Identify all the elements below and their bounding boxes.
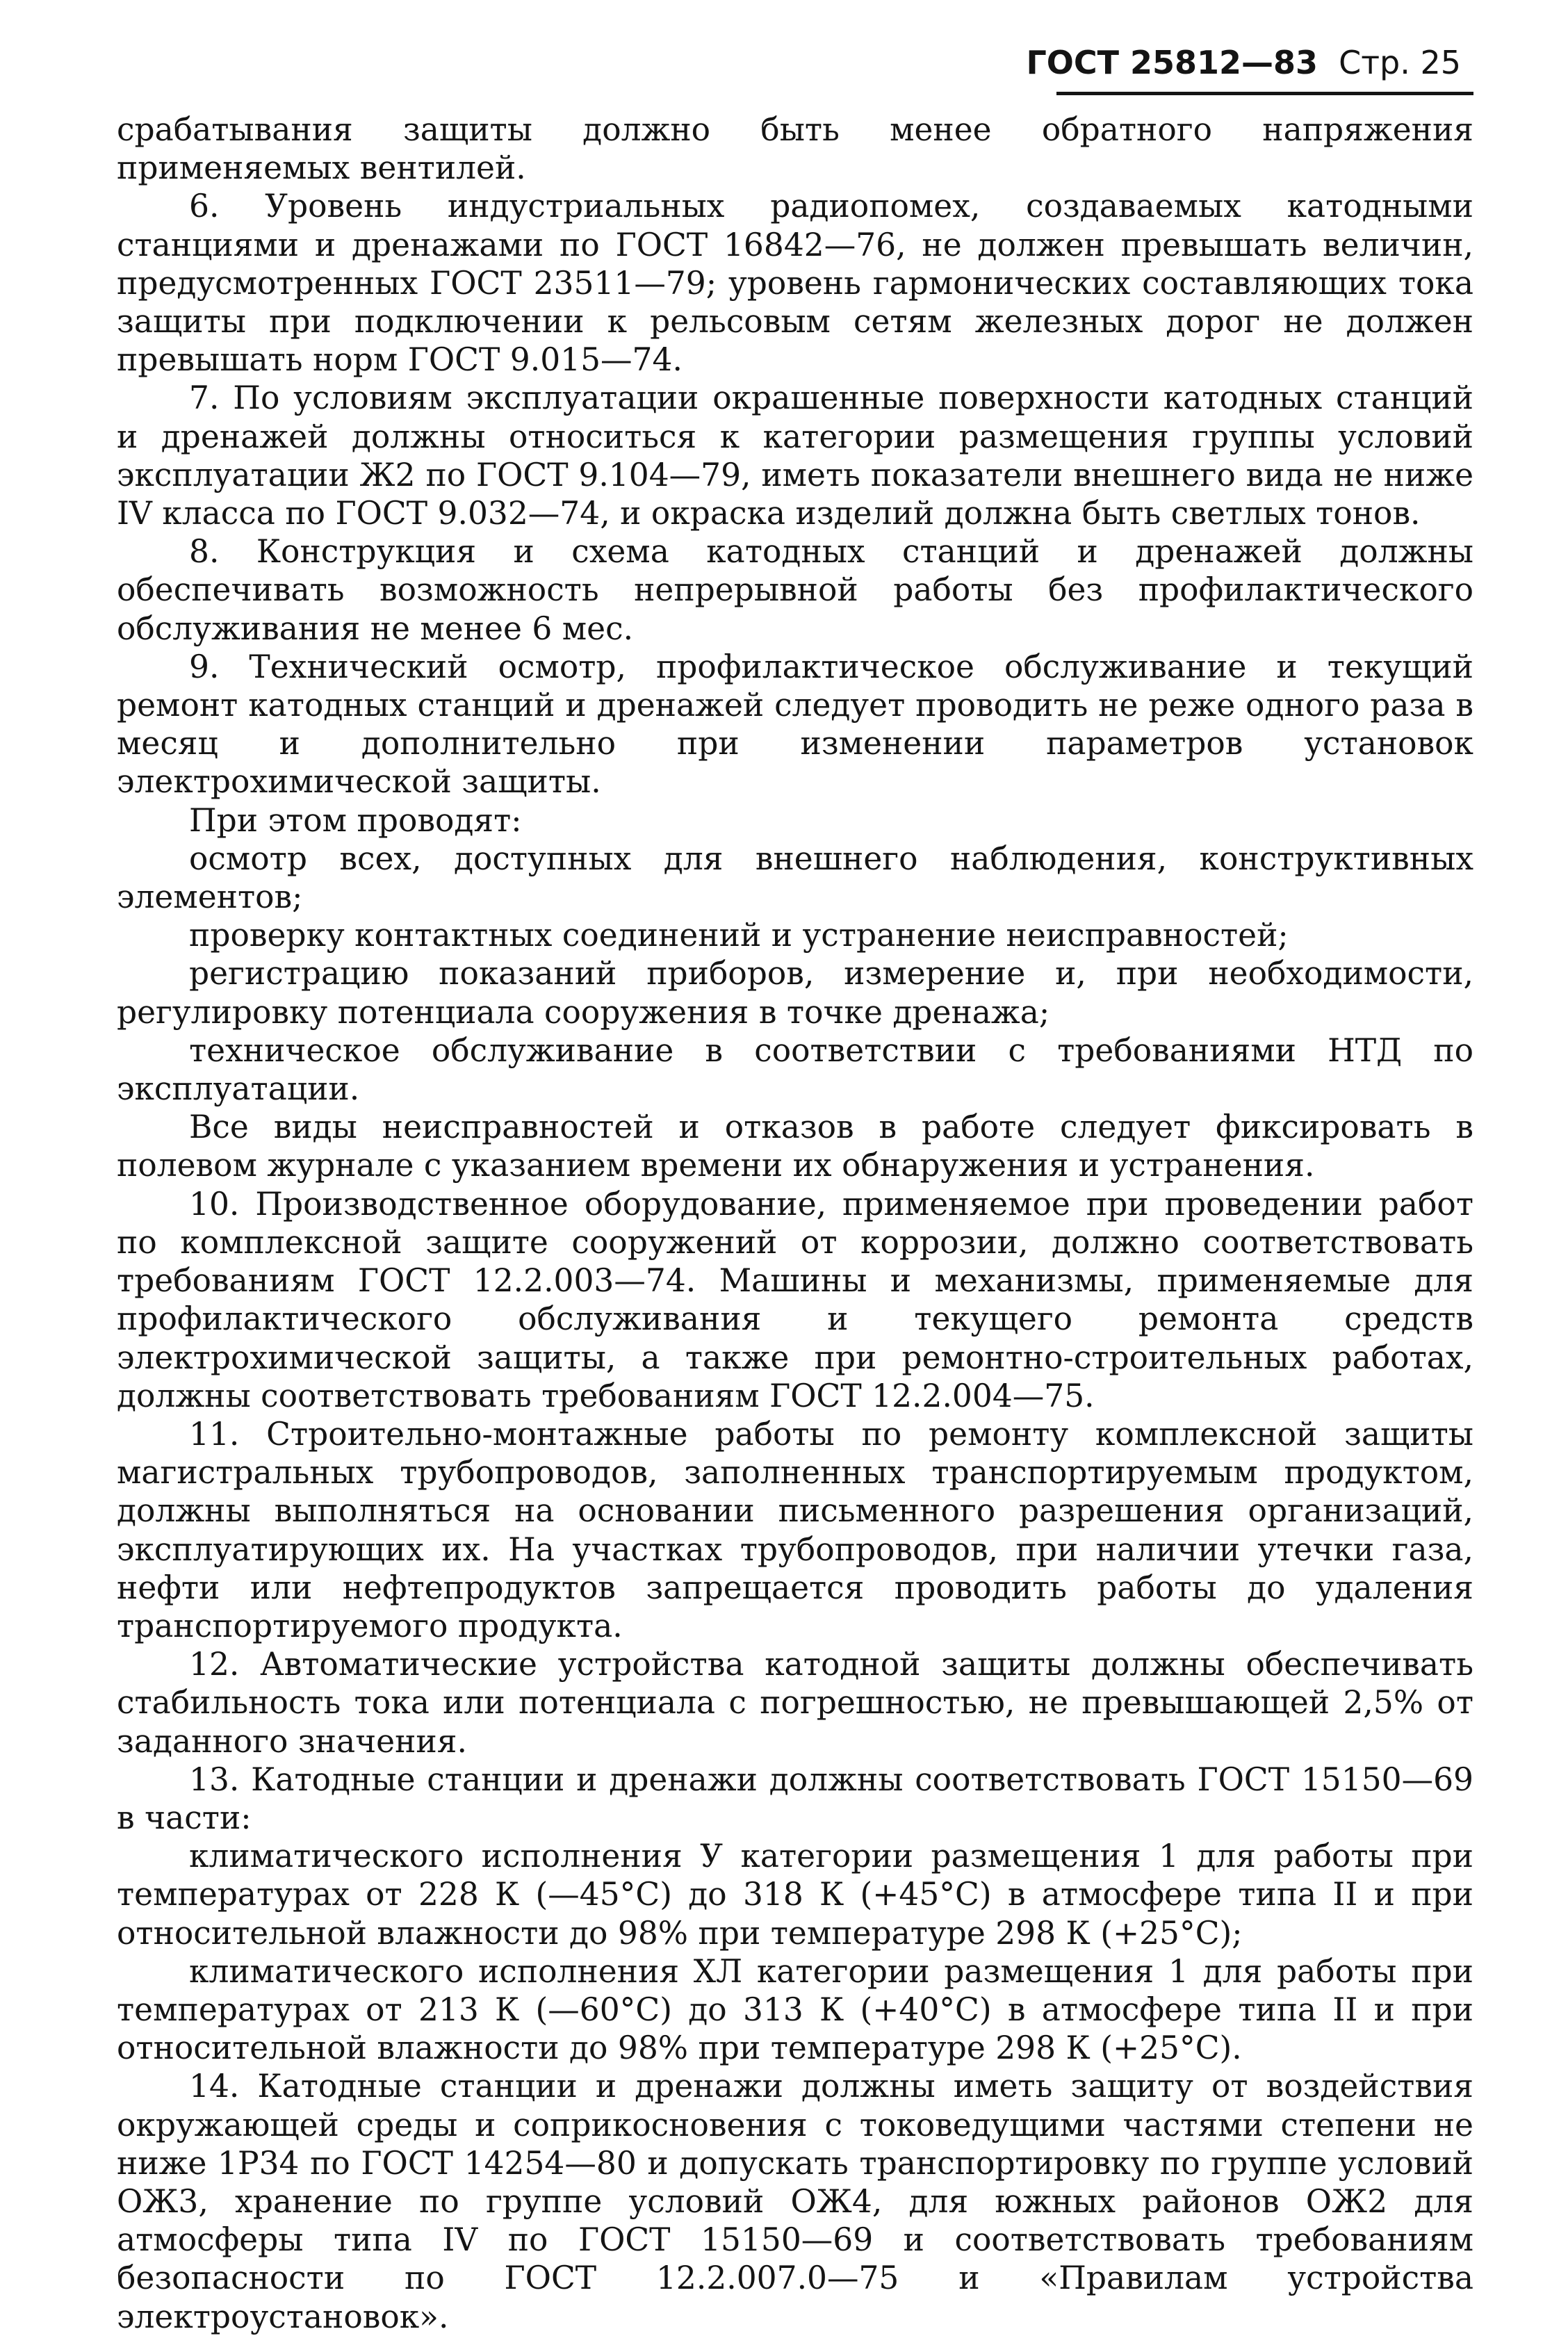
paragraph-13-item-1: климатического исполнения У категории размещения 1 для работы при температурах от 228 К (—45°С) до 318 К (+45°С) в атмосфере типа II и при относительной влажности до 98% при температуре 298 К (+25°С);	[117, 1838, 1473, 1952]
document-page	[117, 42, 1473, 2336]
paragraph-9-intro: При этом проводят:	[189, 801, 522, 839]
page-header	[117, 42, 1473, 83]
paragraph-9: 9. Технический осмотр, профилактическое обслуживание и текущий ремонт катодных станций и дренажей следует проводить не реже одного раза в месяц и дополнительно при изменении параметров установок электрохимической защиты.	[117, 648, 1473, 801]
paragraph-6: 6. Уровень индустриальных радиопомех, создаваемых катодными станциями и дренажами по ГОСТ 16842—76, не должен превышать величин, предусмотренных ГОСТ 23511—79; уровень гармонических составляющих тока защиты при подключении к рельсовым сетям железных дорог не должен превышать норм ГОСТ 9.015—74.	[117, 188, 1473, 379]
paragraph-10: 10. Производственное оборудование, применяемое при проведении работ по комплексной защите сооружений от коррозии, должно соответствовать требованиям ГОСТ 12.2.003—74. Машины и механизмы, применяемые для профилактического обслуживания и текущего ремонта средств электрохимической защиты, а также при ремонтно-строительных работах, должны соответствовать требованиям ГОСТ 12.2.004—75.	[117, 1185, 1473, 1414]
paragraph-13: 13. Катодные станции и дренажи должны соответствовать ГОСТ 15150—69 в части:	[117, 1761, 1473, 1836]
paragraph-continuation: срабатывания защиты должно быть менее обратного напряжения применяемых вентилей.	[117, 111, 1473, 187]
paragraph-9-item-3: регистрацию показаний приборов, измерение и, при необходимости, регулировку потенциала сооружения в точке дренажа;	[117, 955, 1473, 1031]
paragraph-9-item-4: техническое обслуживание в соответствии с требованиями НТД по эксплуатации.	[117, 1031, 1473, 1108]
paragraph-9-item-1: осмотр всех, доступных для внешнего наблюдения, конструктивных элементов;	[117, 840, 1473, 916]
paragraph-7: 7. По условиям эксплуатации окрашенные поверхности катодных станций и дренажей должны относиться к категории размещения группы условий эксплуатации Ж2 по ГОСТ 9.104—79, иметь показатели внешнего вида не ниже IV класса по ГОСТ 9.032—74, и окраска изделий должна быть светлых тонов.	[117, 379, 1473, 532]
paragraph-8: 8. Конструкция и схема катодных станций и дренажей должны обеспечивать возможность непрерывной работы без профилактического обслуживания не менее 6 мес.	[117, 533, 1473, 647]
paragraph-13-item-2: климатического исполнения ХЛ категории размещения 1 для работы при температурах от 213 К (—60°С) до 313 К (+40°С) в атмосфере типа II и при относительной влажности до 98% при температуре 298 К (+25°С).	[117, 1952, 1473, 2067]
paragraph-9-item-2: проверку контактных соединений и устранение неисправностей;	[189, 917, 1289, 954]
paragraph-11: 11. Строительно-монтажные работы по ремонту комплексной защиты магистральных трубопроводов, заполненных транспортируемым продуктом, должны выполняться на основании письменного разрешения организаций, эксплуатирующих их. На участках трубопроводов, при наличии утечки газа, нефти или нефтепродуктов запрещается проводить работы до удаления транспортируемого продукта.	[117, 1415, 1473, 1644]
page-number: Стр. 25	[1339, 44, 1461, 81]
paragraph-9-note: Все виды неисправностей и отказов в работе следует фиксировать в полевом журнале с указанием времени их обнаружения и устранения.	[117, 1109, 1473, 1184]
paragraph-14: 14. Катодные станции и дренажи должны иметь защиту от воздействия окружающей среды и соприкосновения с токоведущими частями степени не ниже 1Р34 по ГОСТ 14254—80 и допускать транспортировку по группе условий ОЖ3, хранение по группе условий ОЖ4, для южных районов ОЖ2 для атмосферы типа IV по ГОСТ 15150—69 и соответствовать требованиям безопасности по ГОСТ 12.2.007.0—75 и «Правилам устройства электроустановок».	[117, 2068, 1473, 2335]
header-rule	[1056, 92, 1473, 95]
doc-reference: ГОСТ 25812—83	[1026, 44, 1318, 81]
paragraph-12: 12. Автоматические устройства катодной защиты должны обеспечивать стабильность тока или потенциала с погрешностью, не превышающей 2,5% от заданного значения.	[117, 1646, 1473, 1760]
body-text	[117, 111, 1473, 2336]
